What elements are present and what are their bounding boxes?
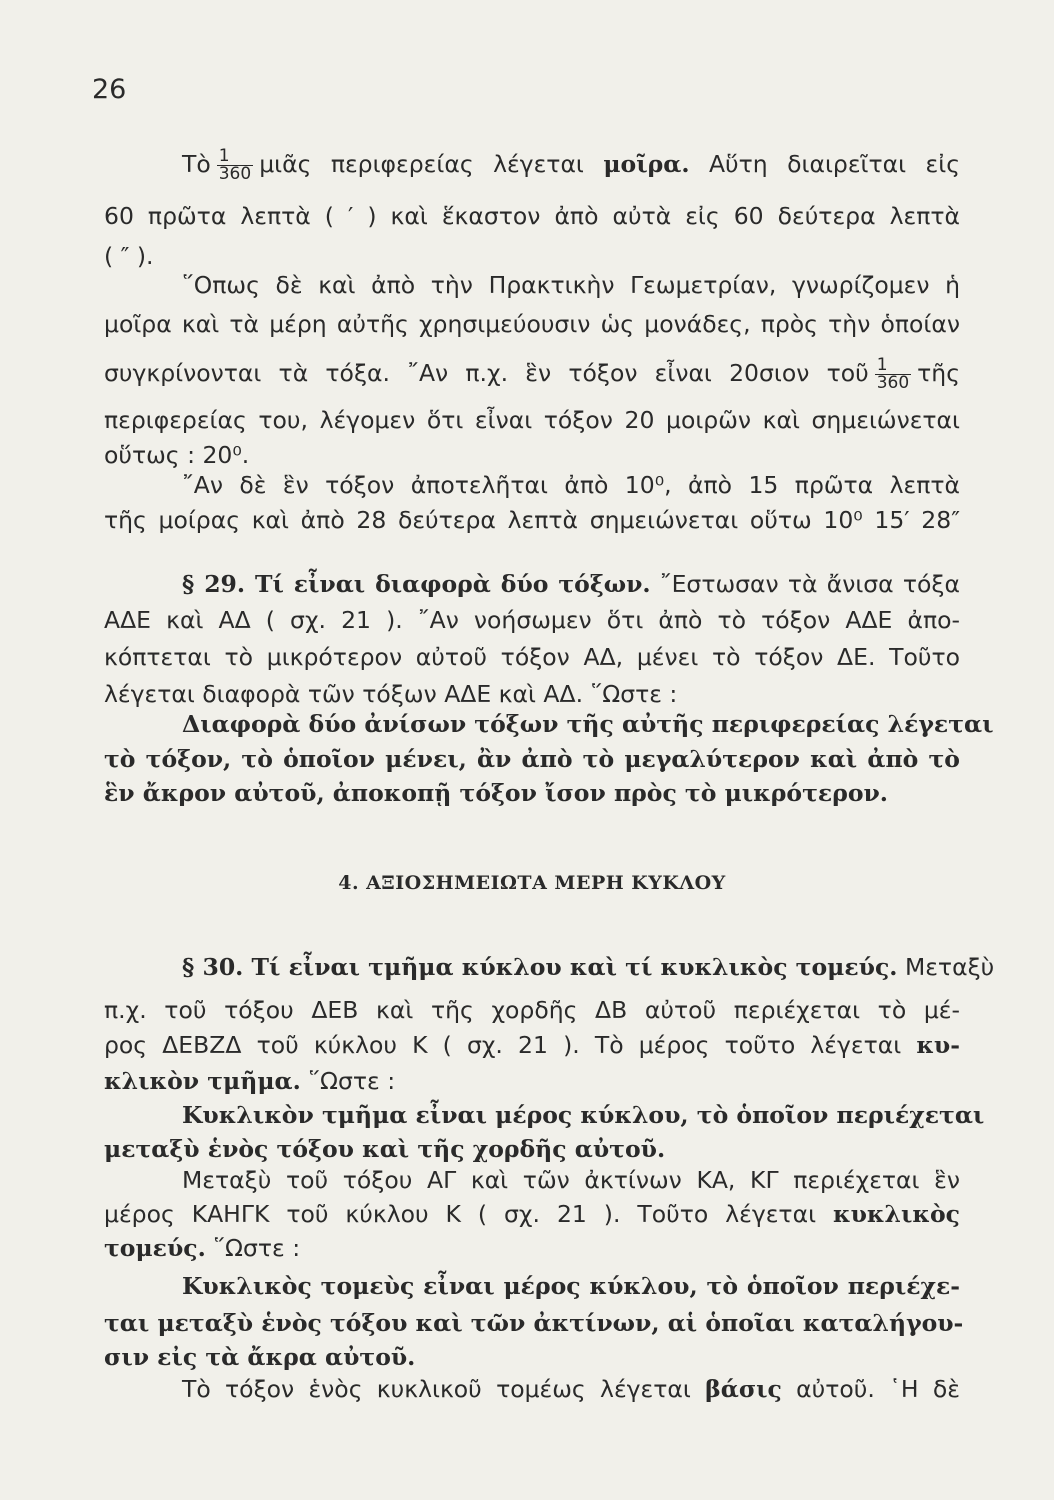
text-line: ῞Οπως δὲ καὶ ἀπὸ τὴν Πρακτικὴν Γεωμετρίαν, γνωρίζομεν ἡ [182,271,960,299]
text-fragment: ῎Εστωσαν τὰ ἄνισα τόξα [659,570,960,598]
definition-line: Διαφορὰ δύο ἀνίσων τόξων τῆς αὐτῆς περιφερείας λέγεται [182,710,994,738]
text-fragment: μιᾶς περιφερείας λέγεται [259,150,584,178]
term-moira: μοῖρα. [603,150,690,178]
text-line [104,1199,960,1229]
definition-line: τὸ τόξον, τὸ ὁποῖον μένει, ἂν ἀπὸ τὸ μεγαλύτερον καὶ ἀπὸ τὸ [104,745,960,773]
fraction-1-360 [217,148,253,183]
text-line: Μεταξὺ τοῦ τόξου ΑΓ καὶ τῶν ἀκτίνων ΚΑ, ΚΓ περιέχεται ἓν [182,1166,960,1194]
definition-line: Κυκλικὸν τμῆμα εἶναι μέρος κύκλου, τὸ ὁποῖον περιέχεται [182,1101,985,1129]
fraction-denominator: 360 [218,164,252,184]
text-fragment: τῆς [917,359,960,387]
text-line: π.χ. τοῦ τόξου ΔΕΒ καὶ τῆς χορδῆς ΔΒ αὐτοῦ περιέχεται τὸ μέ- [104,996,960,1024]
definition-line: ται μεταξὺ ἑνὸς τόξου καὶ τῶν ἀκτίνων, αἱ ὁποῖαι καταλήγου- [104,1309,964,1337]
section-30-title: § 30. Τί εἶναι τμῆμα κύκλου καὶ τί κυκλικὸς τομεύς. [182,953,898,981]
text-fragment: ῞Ωστε : [213,1234,301,1262]
term-kyklikos: κυκλικὸς [833,1200,960,1228]
text-line: κόπτεται τὸ μικρότερον αὐτοῦ τόξον ΑΔ, μένει τὸ τόξον ΔΕ. Τοῦτο [104,643,960,671]
text-line [104,1030,960,1060]
term-fragment: κυ- [916,1031,960,1059]
term-tomeus: τομεύς. [104,1234,206,1262]
text-fragment: ρος ΔΕΒΖΔ τοῦ κύκλου Κ ( σχ. 21 ). Τὸ μέρος τοῦτο λέγεται [104,1031,902,1059]
text-line [182,148,960,183]
text-line [182,569,960,599]
text-fragment: ῞Ωστε : [308,1067,396,1095]
text-line: ῎Αν δὲ ἓν τόξον ἀποτελῆται ἀπὸ 10⁰, ἀπὸ 15 πρῶτα λεπτὰ [182,471,960,499]
text-line: τῆς μοίρας καὶ ἀπὸ 28 δεύτερα λεπτὰ σημειώνεται οὕτω 10⁰ 15′ 28″ [104,506,960,534]
text-fragment: μέρος ΚΑΗΓΚ τοῦ κύκλου Κ ( σχ. 21 ). Τοῦτο λέγεται [104,1200,817,1228]
text-line: οὕτως : 20⁰. [104,441,250,469]
fraction-denominator: 360 [876,373,910,393]
fraction-1-360 [875,357,911,392]
text-line [182,1374,960,1404]
term-kykliko-tmima: κλικὸν τμῆμα. [104,1067,301,1095]
section-29-title: § 29. Τί εἶναι διαφορὰ δύο τόξων. [182,570,651,598]
text-line [104,1233,960,1263]
page-number: 26 [92,74,127,105]
definition-line: σιν εἰς τὰ ἄκρα αὐτοῦ. [104,1343,416,1371]
text-line: ΑΔΕ καὶ ΑΔ ( σχ. 21 ). ῎Αν νοήσωμεν ὅτι ἀπὸ τὸ τόξον ΑΔΕ ἀπο- [104,606,960,634]
text-fragment: συγκρίνονται τὰ τόξα. ῎Αν π.χ. ἓν τόξον εἶναι 20σιον τοῦ [104,359,869,387]
text-line: ( ″ ). [104,242,154,270]
text-line [104,1066,960,1096]
definition-line: Κυκλικὸς τομεὺς εἶναι μέρος κύκλου, τὸ ὁποῖον περιέχε- [182,1272,960,1300]
definition-line: ἓν ἄκρον αὐτοῦ, ἀποκοπῇ τόξον ἴσον πρὸς τὸ μικρότερον. [104,779,888,807]
text-line: 60 πρῶτα λεπτὰ ( ′ ) καὶ ἕκαστον ἀπὸ αὐτὰ εἰς 60 δεύτερα λεπτὰ [104,202,960,230]
text-fragment: αὐτοῦ. ῾Η δὲ [796,1375,960,1403]
text-fragment: Τὸ τόξον ἑνὸς κυκλικοῦ τομέως λέγεται [182,1375,691,1403]
text-line: μοῖρα καὶ τὰ μέρη αὐτῆς χρησιμεύουσιν ὡς μονάδες, πρὸς τὴν ὁποίαν [104,310,960,338]
definition-line: μεταξὺ ἑνὸς τόξου καὶ τῆς χορδῆς αὐτοῦ. [104,1135,666,1163]
term-vasis: βάσις [705,1375,782,1403]
chapter-heading: 4. ΑΞΙΟΣΗΜΕΙΩΤΑ ΜΕΡΗ ΚΥΚΛΟΥ [338,872,726,894]
text-line [104,357,960,392]
text-fragment: Τὸ [182,150,211,178]
text-line: λέγεται διαφορὰ τῶν τόξων ΑΔΕ καὶ ΑΔ. ῞Ωστε : [104,680,678,708]
text-line: περιφερείας του, λέγομεν ὅτι εἶναι τόξον 20 μοιρῶν καὶ σημειώνεται [104,406,960,434]
text-line [182,952,995,982]
fraction-numerator: 1 [875,357,911,375]
text-fragment: Μεταξὺ [904,953,995,981]
fraction-numerator: 1 [217,148,253,166]
text-fragment: Αὕτη διαιρεῖται εἰς [708,150,960,178]
